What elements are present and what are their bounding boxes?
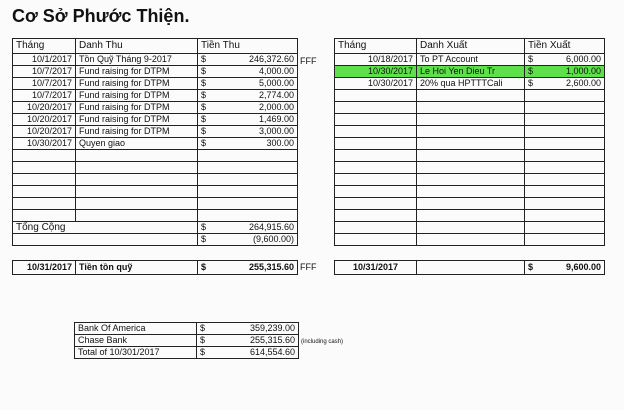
expense-table xyxy=(334,38,605,246)
bank-currency: $ xyxy=(197,347,211,359)
income-amount: 300.00 xyxy=(212,138,298,150)
expense-empty-cell xyxy=(525,162,539,174)
expense-row xyxy=(335,162,605,174)
expense-header-month: Tháng xyxy=(335,39,417,54)
expense-empty-cell xyxy=(335,114,417,126)
income-row xyxy=(13,138,298,150)
expense-empty-cell xyxy=(525,210,539,222)
expense-empty-cell xyxy=(417,162,525,174)
expense-empty-cell xyxy=(335,126,417,138)
expense-row xyxy=(335,150,605,162)
income-currency: $ xyxy=(198,90,212,102)
income-currency: $ xyxy=(198,102,212,114)
expense-empty-cell xyxy=(335,198,417,210)
income-amount: 246,372.60 xyxy=(212,54,298,66)
expense-empty-cell xyxy=(539,102,605,114)
income-amount: 5,000.00 xyxy=(212,78,298,90)
expense-empty-cell xyxy=(539,126,605,138)
expense-row xyxy=(335,222,605,234)
expense-empty-cell xyxy=(335,186,417,198)
income-empty-cell xyxy=(212,162,298,174)
expense-empty-cell xyxy=(525,186,539,198)
expense-row xyxy=(335,126,605,138)
bank-label: Total of 10/301/2017 xyxy=(75,347,197,359)
expense-row xyxy=(335,210,605,222)
income-currency: $ xyxy=(198,78,212,90)
balance-label: Tiền tồn quỹ xyxy=(76,261,198,275)
expense-empty-cell xyxy=(539,222,605,234)
income-description: Fund raising for DTPM xyxy=(76,66,198,78)
expense-row xyxy=(335,102,605,114)
balance-fff-note: FFF xyxy=(300,262,317,272)
expense-total-currency: $ xyxy=(525,261,539,275)
income-total-label: Tổng Cộng xyxy=(13,222,198,234)
income-currency: $ xyxy=(198,114,212,126)
income-amount: 4,000.00 xyxy=(212,66,298,78)
expense-row xyxy=(335,114,605,126)
income-empty-cell xyxy=(212,174,298,186)
balance-row xyxy=(13,261,298,275)
income-row xyxy=(13,174,298,186)
income-row xyxy=(13,126,298,138)
balance-table xyxy=(12,260,298,275)
income-deduction-currency: $ xyxy=(198,234,212,246)
income-row xyxy=(13,198,298,210)
income-row xyxy=(13,210,298,222)
expense-empty-cell xyxy=(539,162,605,174)
expense-empty-cell xyxy=(539,174,605,186)
expense-empty-cell xyxy=(335,162,417,174)
expense-row xyxy=(335,78,605,90)
income-row xyxy=(13,114,298,126)
expense-description: Le Hoi Yen Dieu Tr xyxy=(417,66,525,78)
expense-empty-cell xyxy=(417,126,525,138)
expense-empty-cell xyxy=(525,90,539,102)
income-description: Fund raising for DTPM xyxy=(76,114,198,126)
expense-row xyxy=(335,54,605,66)
bank-row xyxy=(75,347,299,359)
income-total-row xyxy=(13,222,298,234)
income-row xyxy=(13,162,298,174)
income-amount: 3,000.00 xyxy=(212,126,298,138)
expense-amount: 1,000.00 xyxy=(539,66,605,78)
bank-row xyxy=(75,323,299,335)
income-header-description: Danh Thu xyxy=(76,39,198,54)
income-empty-cell xyxy=(198,198,212,210)
expense-currency: $ xyxy=(525,54,539,66)
page-title: Cơ Sở Phước Thiện. xyxy=(12,6,190,26)
income-row xyxy=(13,102,298,114)
expense-total-row xyxy=(335,261,605,275)
expense-empty-cell xyxy=(539,234,605,246)
expense-empty-cell xyxy=(525,150,539,162)
income-row xyxy=(13,78,298,90)
expense-empty-cell xyxy=(335,138,417,150)
income-empty-cell xyxy=(198,186,212,198)
bank-row xyxy=(75,335,299,347)
bank-cash-note: (including cash) xyxy=(301,339,344,345)
income-amount: 1,469.00 xyxy=(212,114,298,126)
income-row xyxy=(13,66,298,78)
expense-empty-cell xyxy=(417,222,525,234)
expense-empty-cell xyxy=(417,234,525,246)
expense-date: 10/30/2017 xyxy=(335,66,417,78)
income-empty-cell xyxy=(212,210,298,222)
expense-empty-cell xyxy=(539,138,605,150)
expense-empty-cell xyxy=(417,210,525,222)
income-empty-cell xyxy=(212,198,298,210)
income-date: 10/7/2017 xyxy=(13,78,76,90)
expense-empty-cell xyxy=(539,210,605,222)
income-empty-cell xyxy=(198,162,212,174)
income-date: 10/1/2017 xyxy=(13,54,76,66)
income-table xyxy=(12,38,298,246)
expense-row xyxy=(335,234,605,246)
income-deduction-spacer xyxy=(13,234,198,246)
expense-empty-cell xyxy=(335,102,417,114)
expense-empty-cell xyxy=(525,138,539,150)
expense-total-spacer xyxy=(417,261,525,275)
bank-currency: $ xyxy=(197,323,211,335)
expense-header-description: Danh Xuất xyxy=(417,39,525,54)
expense-empty-cell xyxy=(417,102,525,114)
income-date: 10/7/2017 xyxy=(13,90,76,102)
income-empty-cell xyxy=(198,174,212,186)
income-description: Fund raising for DTPM xyxy=(76,90,198,102)
income-date: 10/30/2017 xyxy=(13,138,76,150)
balance-currency: $ xyxy=(198,261,212,275)
bank-amount: 614,554.60 xyxy=(211,347,299,359)
income-empty-cell xyxy=(76,150,198,162)
income-empty-cell xyxy=(13,162,76,174)
bank-currency: $ xyxy=(197,335,211,347)
income-empty-cell xyxy=(76,210,198,222)
expense-empty-cell xyxy=(335,150,417,162)
bank-table xyxy=(74,322,299,359)
income-row xyxy=(13,90,298,102)
income-date: 10/20/2017 xyxy=(13,126,76,138)
income-total-amount: 264,915.60 xyxy=(212,222,298,234)
expense-row xyxy=(335,138,605,150)
expense-row xyxy=(335,186,605,198)
expense-currency: $ xyxy=(525,78,539,90)
expense-empty-cell xyxy=(525,174,539,186)
expense-row xyxy=(335,198,605,210)
expense-empty-cell xyxy=(335,174,417,186)
income-currency: $ xyxy=(198,54,212,66)
expense-total-date: 10/31/2017 xyxy=(335,261,417,275)
income-empty-cell xyxy=(198,150,212,162)
income-empty-cell xyxy=(13,186,76,198)
income-empty-cell xyxy=(13,174,76,186)
expense-header-amount: Tiền Xuất xyxy=(525,39,605,54)
expense-empty-cell xyxy=(539,114,605,126)
expense-empty-cell xyxy=(525,222,539,234)
income-description: Fund raising for DTPM xyxy=(76,102,198,114)
expense-header-row xyxy=(335,39,605,54)
expense-empty-cell xyxy=(417,138,525,150)
expense-empty-cell xyxy=(525,198,539,210)
income-header-month: Tháng xyxy=(13,39,76,54)
income-amount: 2,000.00 xyxy=(212,102,298,114)
income-fff-note: FFF xyxy=(300,56,317,66)
income-deduction-amount: (9,600.00) xyxy=(212,234,298,246)
expense-row xyxy=(335,66,605,78)
expense-row xyxy=(335,90,605,102)
income-currency: $ xyxy=(198,138,212,150)
expense-empty-cell xyxy=(335,222,417,234)
expense-empty-cell xyxy=(417,186,525,198)
income-header-amount: Tiền Thu xyxy=(198,39,298,54)
income-empty-cell xyxy=(76,162,198,174)
balance-date: 10/31/2017 xyxy=(13,261,76,275)
expense-empty-cell xyxy=(417,150,525,162)
balance-amount: 255,315.60 xyxy=(212,261,298,275)
expense-empty-cell xyxy=(417,198,525,210)
expense-empty-cell xyxy=(539,186,605,198)
expense-empty-cell xyxy=(525,234,539,246)
expense-empty-cell xyxy=(525,114,539,126)
expense-empty-cell xyxy=(335,234,417,246)
income-empty-cell xyxy=(198,210,212,222)
income-empty-cell xyxy=(13,198,76,210)
income-header-row xyxy=(13,39,298,54)
expense-empty-cell xyxy=(525,126,539,138)
income-description: Fund raising for DTPM xyxy=(76,126,198,138)
expense-description: To PT Account xyxy=(417,54,525,66)
bank-label: Chase Bank xyxy=(75,335,197,347)
expense-empty-cell xyxy=(539,150,605,162)
income-row xyxy=(13,54,298,66)
bank-amount: 359,239.00 xyxy=(211,323,299,335)
income-description: Tồn Quỹ Tháng 9-2017 xyxy=(76,54,198,66)
income-currency: $ xyxy=(198,126,212,138)
income-description: Quyen giao xyxy=(76,138,198,150)
income-total-currency: $ xyxy=(198,222,212,234)
income-empty-cell xyxy=(76,174,198,186)
expense-date: 10/18/2017 xyxy=(335,54,417,66)
expense-empty-cell xyxy=(335,210,417,222)
expense-empty-cell xyxy=(335,90,417,102)
income-empty-cell xyxy=(13,210,76,222)
income-empty-cell xyxy=(212,186,298,198)
expense-total-table xyxy=(334,260,605,275)
income-row xyxy=(13,150,298,162)
income-description: Fund raising for DTPM xyxy=(76,78,198,90)
expense-empty-cell xyxy=(417,174,525,186)
expense-amount: 2,600.00 xyxy=(539,78,605,90)
income-deduction-row xyxy=(13,234,298,246)
income-empty-cell xyxy=(76,198,198,210)
income-amount: 2,774.00 xyxy=(212,90,298,102)
income-date: 10/7/2017 xyxy=(13,66,76,78)
income-date: 10/20/2017 xyxy=(13,114,76,126)
expense-empty-cell xyxy=(417,114,525,126)
expense-empty-cell xyxy=(539,198,605,210)
bank-amount: 255,315.60 xyxy=(211,335,299,347)
income-date: 10/20/2017 xyxy=(13,102,76,114)
expense-total-amount: 9,600.00 xyxy=(539,261,605,275)
bank-label: Bank Of America xyxy=(75,323,197,335)
income-empty-cell xyxy=(76,186,198,198)
expense-empty-cell xyxy=(539,90,605,102)
expense-currency: $ xyxy=(525,66,539,78)
expense-empty-cell xyxy=(525,102,539,114)
expense-empty-cell xyxy=(417,90,525,102)
expense-amount: 6,000.00 xyxy=(539,54,605,66)
income-row xyxy=(13,186,298,198)
expense-date: 10/30/2017 xyxy=(335,78,417,90)
income-empty-cell xyxy=(13,150,76,162)
income-empty-cell xyxy=(212,150,298,162)
expense-row xyxy=(335,174,605,186)
income-currency: $ xyxy=(198,66,212,78)
expense-description: 20% qua HPTTTCali xyxy=(417,78,525,90)
